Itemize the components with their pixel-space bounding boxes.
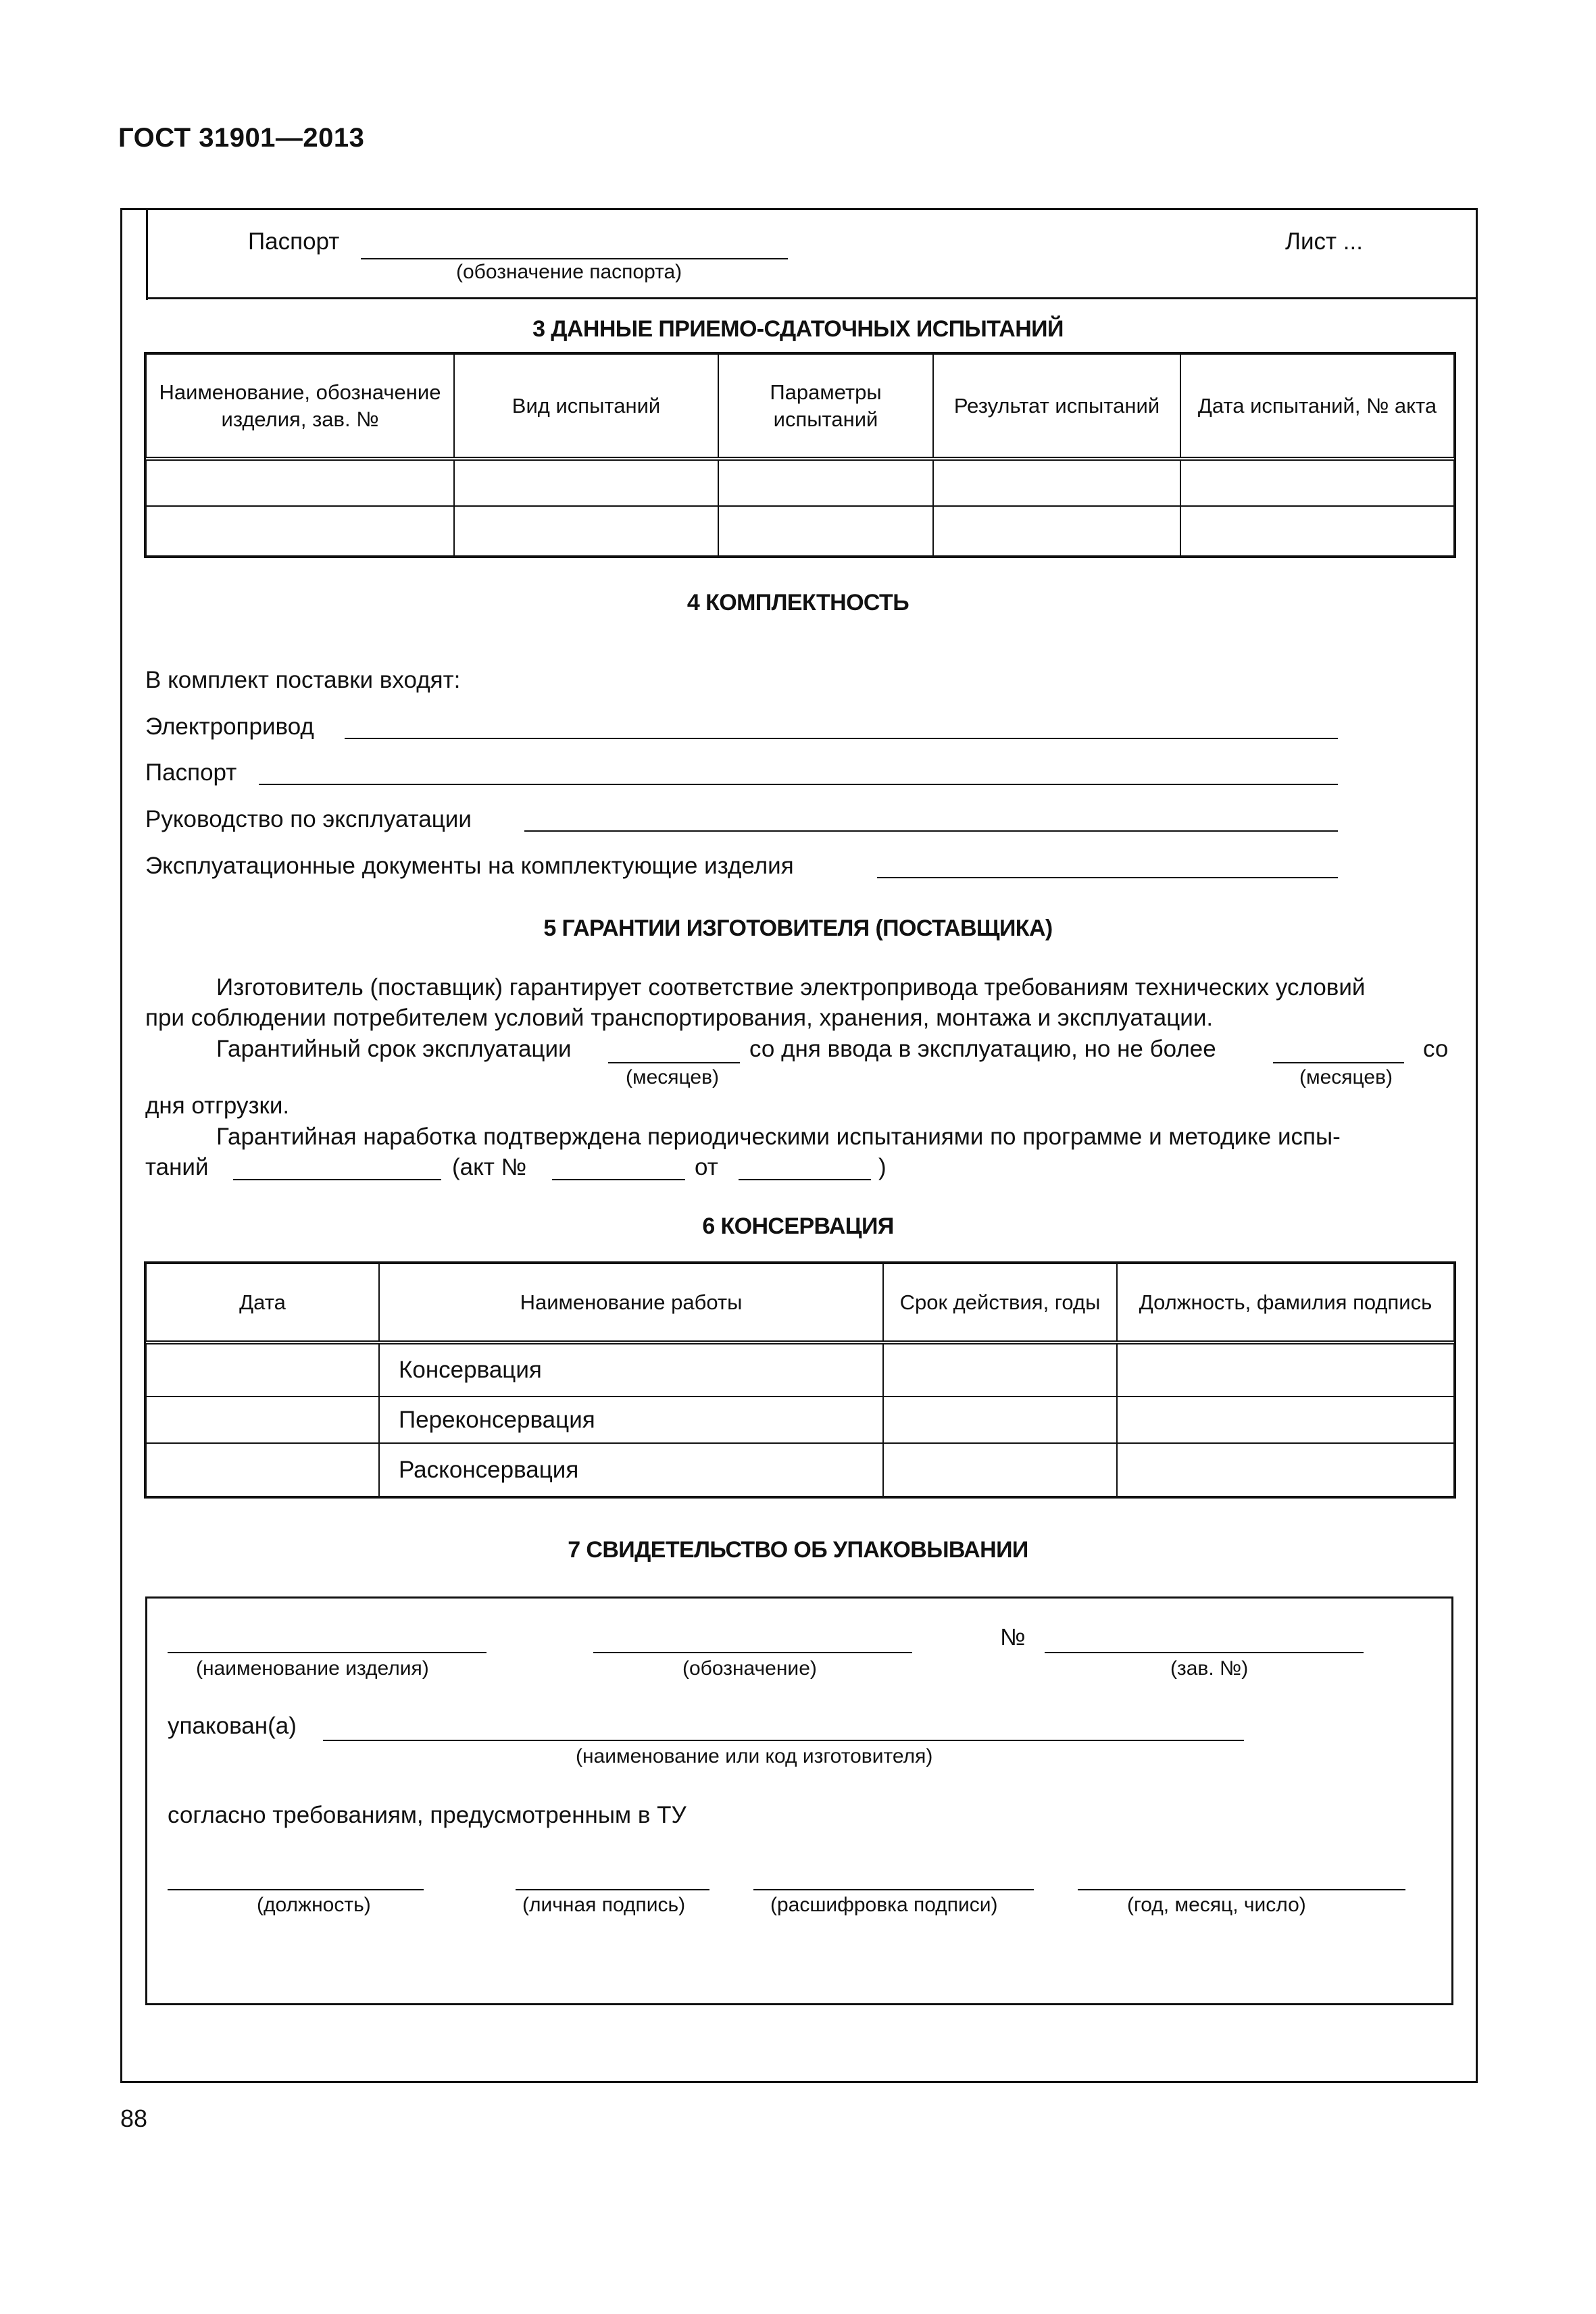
warranty-period-line-2: дня отгрузки. [145,1092,290,1119]
table-cell[interactable] [454,459,718,506]
passport-designation-line[interactable] [361,258,788,259]
kit-intro: В комплект поставки входят: [145,667,461,693]
column-header: Дата [146,1263,379,1342]
serial-number-line[interactable] [1045,1652,1364,1653]
date-caption: (год, месяц, число) [1127,1894,1306,1916]
act-number-line[interactable] [552,1179,685,1180]
warranty-months-line[interactable] [608,1062,740,1063]
kit-item-line[interactable] [877,877,1338,878]
table-cell[interactable] [146,1342,379,1397]
date-line[interactable] [1078,1889,1405,1890]
work-name-cell: Консервация [379,1342,883,1397]
passport-designation-caption: (обозначение паспорта) [456,261,682,283]
table-cell[interactable] [146,459,454,506]
kit-item-line[interactable] [345,738,1338,739]
column-header: Должность, фамилия подпись [1117,1263,1454,1342]
table-cell[interactable] [1180,459,1454,506]
act-date-label: от [695,1154,718,1180]
frame-binding-line [146,208,148,300]
column-header: Срок действия, годы [883,1263,1117,1342]
table-row [146,1397,1454,1443]
column-header: Дата испытаний, № акта [1180,354,1454,459]
warranty-paragraph-3-tests: таний [145,1154,209,1180]
warranty-period-label: Гарантийный срок эксплуатации [216,1036,572,1062]
section-3-title: 3 ДАННЫЕ ПРИЕМО-СДАТОЧНЫХ ИСПЫТАНИЙ [532,316,1064,342]
column-header: Наименование работы [379,1263,883,1342]
signature-line[interactable] [516,1889,709,1890]
months-caption: (месяцев) [626,1066,720,1088]
act-date-line[interactable] [739,1179,871,1180]
table-cell[interactable] [718,506,933,556]
page-number: 88 [120,2105,148,2132]
section-7-title: 7 СВИДЕТЕЛЬСТВО ОБ УПАКОВЫВАНИИ [568,1537,1028,1563]
acceptance-tests-table [145,353,1455,557]
kit-item-line[interactable] [259,784,1338,785]
number-sign: № [1000,1624,1026,1651]
section-4-title: 4 КОМПЛЕКТНОСТЬ [687,590,909,615]
table-cell[interactable] [1180,506,1454,556]
months-caption: (месяцев) [1299,1066,1393,1088]
column-header: Наименование, обозначение изделия, зав. № [146,354,454,459]
product-name-caption: (наименование изделия) [196,1657,429,1680]
table-row [146,1443,1454,1496]
column-header: Параметры испытаний [718,354,933,459]
column-header: Вид испытаний [454,354,718,459]
table-cell[interactable] [883,1342,1117,1397]
column-header: Результат испытаний [933,354,1180,459]
table-cell[interactable] [146,506,454,556]
table-cell[interactable] [454,506,718,556]
table-cell[interactable] [933,506,1180,556]
document-standard-header: ГОСТ 31901—2013 [118,123,365,153]
act-number-label: (акт № [452,1154,527,1180]
table-header-row [146,1263,1454,1342]
according-to-spec: согласно требованиям, предусмотренным в ТУ [168,1802,687,1828]
manufacturer-line[interactable] [323,1740,1244,1741]
serial-number-caption: (зав. №) [1170,1657,1249,1680]
warranty-period-text-end: со [1423,1036,1449,1062]
table-cell[interactable] [146,1397,379,1443]
kit-item-line[interactable] [524,830,1338,832]
kit-item-label: Электропривод [145,713,314,740]
warranty-paragraph-1-line-2: при соблюдении потребителем условий транспортирования, хранения, монтажа и эксплуатации. [145,1005,1214,1031]
position-line[interactable] [168,1889,424,1890]
product-name-line[interactable] [168,1652,487,1653]
warranty-max-months-line[interactable] [1273,1062,1404,1063]
preservation-table [145,1263,1455,1497]
warranty-paragraph-1-line-1: Изготовитель (поставщик) гарантирует соответствие электропривода требованиям технических условий [216,974,1366,1001]
table-cell[interactable] [1117,1443,1454,1496]
signature-decoding-line[interactable] [753,1889,1034,1890]
test-program-line[interactable] [233,1179,441,1180]
work-name-cell: Переконсервация [379,1397,883,1443]
designation-caption: (обозначение) [682,1657,817,1680]
kit-item-label: Эксплуатационные документы на комплектующие изделия [145,853,794,879]
kit-item-label: Руководство по эксплуатации [145,806,472,832]
table-row [146,506,1454,556]
table-row [146,1342,1454,1397]
table-header-row [146,354,1454,459]
section-6-title: 6 КОНСЕРВАЦИЯ [702,1213,894,1239]
signature-caption: (личная подпись) [522,1894,686,1916]
signature-decoding-caption: (расшифровка подписи) [770,1894,998,1916]
work-name-cell: Расконсервация [379,1443,883,1496]
table-cell[interactable] [718,459,933,506]
packed-label: упакован(а) [168,1713,297,1739]
table-row [146,459,1454,506]
warranty-period-text: со дня ввода в эксплуатацию, но не более [749,1036,1216,1062]
section-5-title: 5 ГАРАНТИИ ИЗГОТОВИТЕЛЯ (ПОСТАВЩИКА) [543,915,1053,941]
position-caption: (должность) [257,1894,371,1916]
act-closing-paren: ) [878,1154,887,1180]
table-cell[interactable] [883,1443,1117,1496]
warranty-paragraph-3-line-1: Гарантийная наработка подтверждена периодическими испытаниями по программе и методике испы- [216,1124,1341,1150]
frame-header-separator [146,297,1478,299]
passport-label: Паспорт [248,228,340,255]
table-cell[interactable] [933,459,1180,506]
kit-item-label: Паспорт [145,759,237,786]
table-cell[interactable] [1117,1397,1454,1443]
designation-line[interactable] [593,1652,912,1653]
table-cell[interactable] [1117,1342,1454,1397]
table-cell[interactable] [883,1397,1117,1443]
table-cell[interactable] [146,1443,379,1496]
sheet-label: Лист ... [1285,228,1363,255]
manufacturer-caption: (наименование или код изготовителя) [576,1745,933,1767]
